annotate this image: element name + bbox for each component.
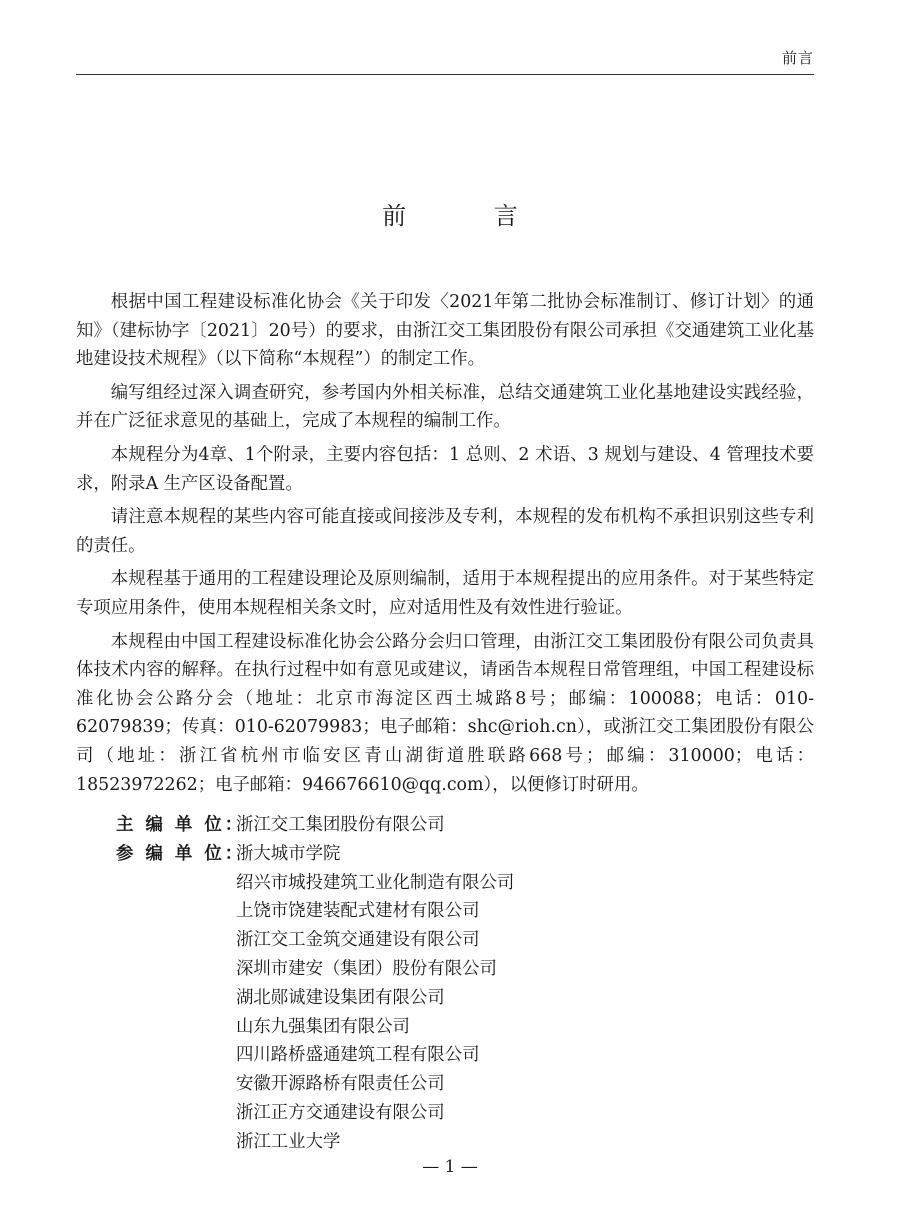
participating-unit: 安徽开源路桥有限责任公司 [236, 1074, 445, 1095]
participating-unit: 浙江交工金筑交通建设有限公司 [236, 930, 480, 951]
participating-unit: 绍兴市城投建筑工业化制造有限公司 [236, 872, 515, 893]
participating-unit: 湖北郧诚建设集团有限公司 [236, 987, 445, 1008]
paragraph: 本规程由中国工程建设标准化协会公路分会归口管理，由浙江交工集团股份有限公司负责具体技术内容的解释。在执行过程中如有意见或建议，请函告本规程日常管理组，中国工程建设标准化协会公路分会（地址：北京市海淀区西土城路8号；邮编：100088；电话：010-62079839；传真：010-62079983；电子邮箱：shc@rioh.cn），或浙江交工集团股份有限公司（地址：浙江省杭州市临安区青山湖街道胜联路668号；邮编：310000；电话：18523972262；电子邮箱：946676610@qq.com），以便修订时研用。 [76, 631, 814, 795]
participating-units-label: 参 编 单 位： [116, 843, 246, 864]
chief-unit: 浙江交工集团股份有限公司 [236, 815, 445, 835]
running-header [76, 40, 814, 75]
paragraph: 本规程基于通用的工程建设理论及原则编制，适用于本规程提出的应用条件。对于某些特定专项应用条件，使用本规程相关条文时，应对适用性及有效性进行验证。 [76, 569, 814, 618]
participating-units-row [116, 840, 514, 1157]
drafting-units [116, 811, 514, 1157]
page-title: 前 言 [382, 202, 558, 230]
participating-unit: 浙大城市学院 [236, 843, 341, 864]
participating-unit: 浙江工业大学 [236, 1131, 341, 1152]
participating-unit: 山东九强集团有限公司 [236, 1016, 410, 1037]
participating-unit: 四川路桥盛通建筑工程有限公司 [236, 1045, 480, 1066]
participating-unit: 浙江正方交通建设有限公司 [236, 1102, 445, 1123]
participating-units-list [236, 840, 514, 1157]
paragraph: 请注意本规程的某些内容可能直接或间接涉及专利，本规程的发布机构不承担识别这些专利的责任。 [76, 507, 814, 556]
participating-unit: 深圳市建安（集团）股份有限公司 [236, 958, 497, 979]
running-header-title: 前言 [781, 49, 814, 67]
page-number: — 1 — [422, 1157, 478, 1177]
paragraph: 编写组经过深入调查研究，参考国内外相关标准，总结交通建筑工业化基地建设实践经验，并在广泛征求意见的基础上，完成了本规程的编制工作。 [76, 382, 814, 432]
paragraph: 根据中国工程建设标准化协会《关于印发〈2021年第二批协会标准制订、修订计划〉的通知》（建标协字〔2021〕20号）的要求，由浙江交工集团股份有限公司承担《交通建筑工业化基地建设技术规程》（以下简称“本规程”）的制定工作。 [76, 292, 814, 370]
body-text [76, 288, 814, 804]
participating-unit: 上饶市饶建装配式建材有限公司 [236, 901, 480, 922]
chief-unit-label: 主 编 单 位： [116, 815, 246, 835]
paragraph: 本规程分为4章、1个附录，主要内容包括：1 总则、2 术语、3 规划与建设、4 管理技术要求，附录A 生产区设备配置。 [76, 444, 814, 494]
chief-unit-row [116, 811, 514, 840]
